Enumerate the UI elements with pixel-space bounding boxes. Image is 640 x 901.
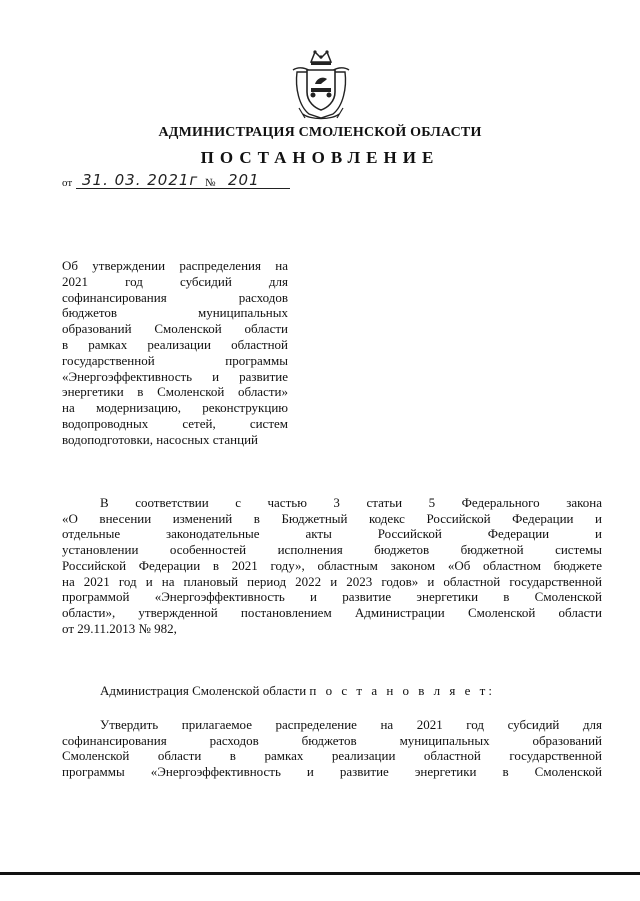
subject-line: софинансирования расходов — [62, 289, 288, 305]
subject-line: образований Смоленской области — [62, 321, 288, 337]
preamble-paragraph — [62, 495, 602, 636]
paragraph-line: софинансирования расходов бюджетов муниципальных образований — [62, 732, 602, 748]
paragraph-line: В соответствии с частью 3 статьи 5 Федерального закона — [100, 495, 602, 510]
subject-line: в рамках реализации областной — [62, 336, 288, 352]
date-from-label: от — [62, 177, 73, 189]
paragraph-line: отдельные законодательные акты Российской Федерации и — [62, 526, 602, 542]
organization-title: АДМИНИСТРАЦИЯ СМОЛЕНСКОЙ ОБЛАСТИ — [158, 125, 482, 140]
paragraph-line: программы «Энергоэффективность и развитие энергетики в Смоленской — [62, 764, 602, 780]
subject-line: «Энергоэффективность и развитие — [62, 368, 288, 384]
subject-line: водопроводных сетей, систем — [62, 415, 288, 431]
subject-line: государственной программы — [62, 352, 288, 368]
subject-line: 2021 год субсидий для — [62, 273, 288, 289]
subject-line: бюджетов муниципальных — [62, 305, 288, 321]
document-subject — [62, 258, 288, 448]
subject-line: водоподготовки, насосных станций — [62, 431, 258, 447]
resolution-lead: Администрация Смоленской области — [100, 683, 310, 698]
paragraph-line: установлении особенностей исполнения бюджетов бюджетной системы — [62, 542, 602, 558]
paragraph-line: области», утвержденной постановлением Администрации Смоленской области — [62, 604, 602, 620]
resolution-verb: п о с т а н о в л я е т: — [309, 683, 495, 698]
resolution-paragraph — [62, 717, 602, 780]
date-number-line — [62, 173, 302, 193]
subject-line: на модернизацию, реконструкцию — [62, 400, 288, 416]
subject-line: энергетики в Смоленской области» — [62, 384, 288, 400]
date-value: 31. 03. 2021г — [82, 171, 199, 189]
subject-line: Об утверждении распределения на — [62, 258, 288, 273]
coat-of-arms-icon — [289, 48, 353, 122]
number-label: № — [205, 177, 216, 189]
paragraph-line: Смоленской области в рамках реализации областной государственной — [62, 748, 602, 764]
paragraph-line: «О внесении изменений в Бюджетный кодекс Российской Федерации и — [62, 510, 602, 526]
paragraph-line: от 29.11.2013 № 982, — [62, 620, 177, 636]
resolution-statement — [62, 683, 602, 699]
paragraph-line — [62, 683, 602, 699]
paragraph-line: программой «Энергоэффективность и развитие энергетики в Смоленской — [62, 589, 602, 605]
number-value: 201 — [228, 171, 260, 189]
page-bottom-rule — [0, 872, 640, 875]
paragraph-line: Российской Федерации в 2021 году», областным законом «Об областном бюджете — [62, 557, 602, 573]
paragraph-line: на 2021 год и на плановый период 2022 и 2023 годов» и областной государственной — [62, 573, 602, 589]
paragraph-line: Утвердить прилагаемое распределение на 2021 год субсидий для — [100, 717, 602, 732]
document-type-title: ПОСТАНОВЛЕНИЕ — [200, 148, 440, 167]
